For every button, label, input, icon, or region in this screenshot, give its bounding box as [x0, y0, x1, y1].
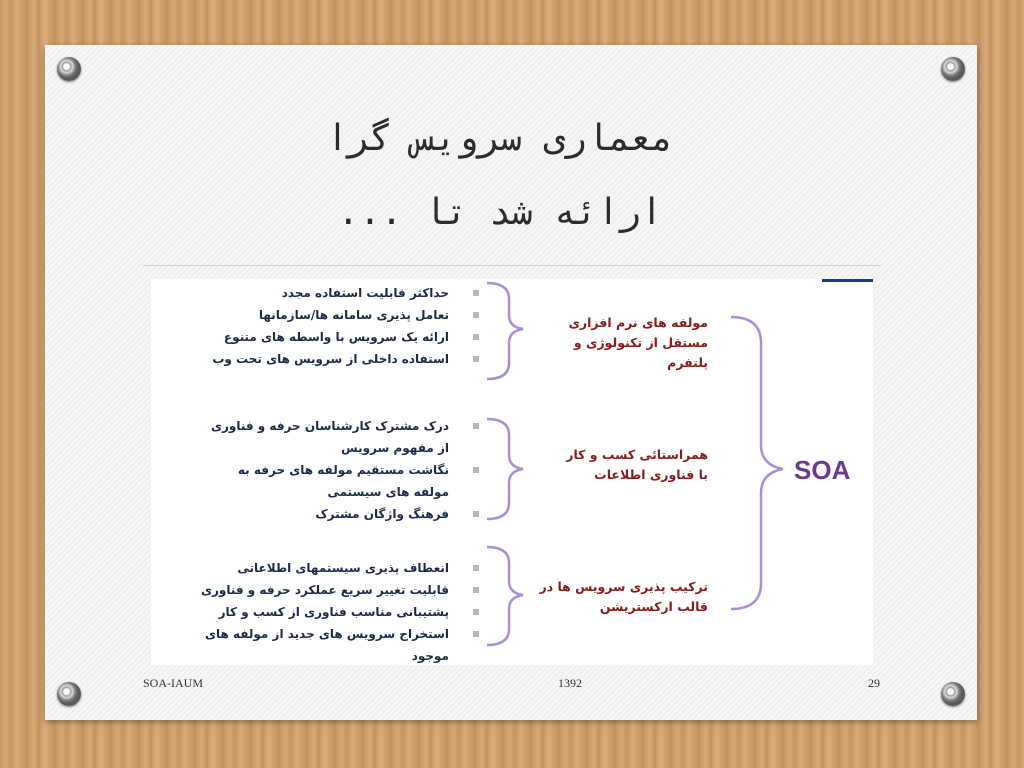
- brace-group-3: [487, 547, 523, 645]
- bullet-list-1: [189, 282, 449, 370]
- list-item: انعطاف پذیری سیستمهای اطلاعاتی: [199, 557, 449, 579]
- bullet-square-icon: [473, 467, 479, 473]
- bullet-square-icon: [473, 609, 479, 615]
- bullet-square-icon: [473, 511, 479, 517]
- soa-diagram: [151, 279, 873, 665]
- title-line-1: معماری سرویس گرا: [326, 118, 674, 159]
- list-item: استفاده داخلی از سرویس های تحت وب: [189, 348, 449, 370]
- center-label-2: همراستائی کسب و کار با فناوری اطلاعات: [566, 447, 708, 482]
- brace-group-1: [487, 283, 523, 379]
- bullet-square-icon: [473, 290, 479, 296]
- list-item: حداکثر قابلیت استفاده مجدد: [189, 282, 449, 304]
- bullet-square-icon: [473, 587, 479, 593]
- list-item: نگاشت مستقیم مولفه های حرفه به مولفه های سیستمی: [199, 459, 449, 503]
- pin-top-left: [57, 57, 81, 81]
- list-item: استخراج سرویس های جدید از مولفه های موجود: [199, 623, 449, 667]
- list-item: قابلیت تغییر سریع عملکرد حرفه و فناوری: [199, 579, 449, 601]
- title-line-2: ارائه شد تا ...: [337, 192, 663, 233]
- footer-center: 1392: [558, 676, 582, 690]
- bullet-square-icon: [473, 565, 479, 571]
- pin-bottom-left: [57, 682, 81, 706]
- title-divider: [143, 265, 881, 266]
- bullet-list-2: [199, 415, 449, 525]
- list-item: فرهنگ واژگان مشترک: [199, 503, 449, 525]
- bullet-list-3: [199, 557, 449, 667]
- footer-left: SOA-IAUM: [143, 676, 203, 690]
- list-item: پشتیبانی مناسب فناوری از کسب و کار: [199, 601, 449, 623]
- bullet-square-icon: [473, 631, 479, 637]
- bullet-square-icon: [473, 334, 479, 340]
- center-label-1: مولفه های نرم افزاری مستقل از تکنولوژی و پلتفرم: [568, 315, 708, 370]
- pin-bottom-right: [941, 682, 965, 706]
- brace-group-2: [487, 419, 523, 519]
- bullet-square-icon: [473, 423, 479, 429]
- brace-soa: [731, 317, 783, 609]
- bullet-square-icon: [473, 312, 479, 318]
- pin-top-right: [941, 57, 965, 81]
- soa-label: SOA: [794, 455, 851, 485]
- bullet-square-icon: [473, 356, 479, 362]
- list-item: تعامل پذیری سامانه ها/سازمانها: [189, 304, 449, 326]
- footer-right: 29: [868, 676, 880, 690]
- list-item: ارائه یک سرویس با واسطه های متنوع: [189, 326, 449, 348]
- center-label-3: ترکیب پذیری سرویس ها در قالب ارکستریشن: [539, 579, 708, 614]
- list-item: درک مشترک کارشناسان حرفه و فناوری از مفهوم سرویس: [199, 415, 449, 459]
